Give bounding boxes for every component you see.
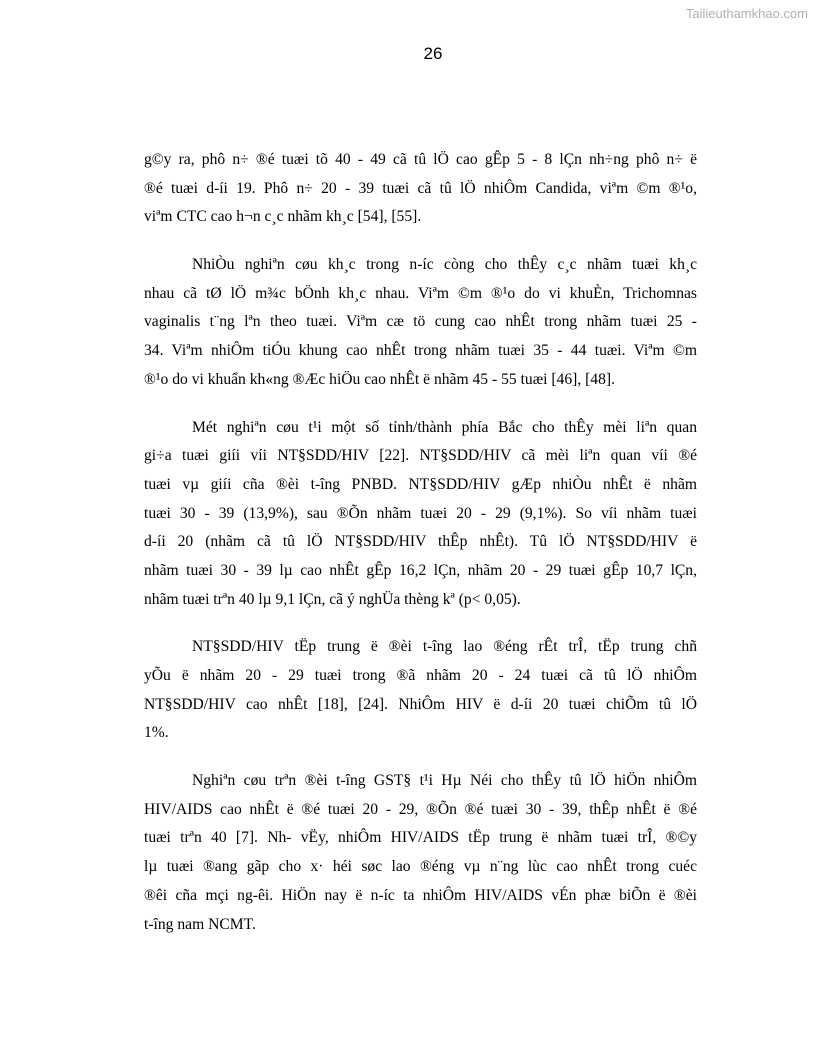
- paragraph: [144, 633, 697, 748]
- text-line: Mét nghiªn cøu t¹i một số tỉnh/thành phía Bắc cho thÊy mèi liªn quan: [192, 418, 697, 436]
- text-line: tuæi trªn 40 [7]. Nh- vËy, nhiÔm HIV/AIDS tËp trung ë nhãm tuæi trÎ, ®©y: [144, 829, 697, 847]
- text-line: ®é tuæi d-íi 19. Phô n÷ 20 - 39 tuæi cã tû lÖ nhiÔm Candida, viªm ©m ®¹o,: [144, 179, 697, 197]
- text-line: nhau cã tØ lÖ m¾c bÖnh kh¸c nhau. Viªm ©m ®¹o do vi khuÈn, Trichomnas: [144, 284, 697, 302]
- text-line: 34. Viªm nhiÔm tiÓu khung cao nhÊt trong nhãm tuæi 35 - 44 tuæi. Viªm ©m: [144, 342, 697, 360]
- text-line: Nghiªn cøu trªn ®èi t-îng GST§ t¹i Hµ Néi cho thÊy tû lÖ hiÖn nhiÔm: [192, 772, 697, 790]
- paragraph: [144, 767, 697, 939]
- text-line: t-îng nam NCMT.: [144, 915, 256, 933]
- text-line: nhãm tuæi trªn 40 lµ 9,1 lÇn, cã ý nghÜa thèng kª (p< 0,05).: [144, 590, 521, 608]
- text-line: NhiÒu nghiªn cøu kh¸c trong n-íc còng cho thÊy c¸c nhãm tuæi kh¸c: [192, 256, 697, 274]
- text-line: ®êi cña mçi ng-êi. HiÖn nay ë n-íc ta nhiÔm HIV/AIDS vÉn phæ biÕn ë ®èi: [144, 886, 697, 904]
- text-line: nhãm tuæi 30 - 39 lµ cao nhÊt gÊp 16,2 lÇn, nhãm 20 - 29 tuæi gÊp 10,7 lÇn,: [144, 561, 697, 579]
- text-line: gi÷a tuæi giíi víi NT§SDD/HIV [22]. NT§SDD/HIV cã mèi liªn quan víi ®é: [144, 447, 697, 465]
- text-line: NT§SDD/HIV cao nhÊt [18], [24]. NhiÔm HIV ë d-íi 20 tuæi chiÕm tû lÖ: [144, 695, 697, 713]
- text-line: NT§SDD/HIV tËp trung ë ®èi t-îng lao ®éng rÊt trÎ, tËp trung chñ: [192, 638, 697, 656]
- text-line: viªm CTC cao h¬n c¸c nhãm kh¸c [54], [55].: [144, 208, 422, 226]
- text-line: ®¹o do vi khuẩn kh«ng ®Æc hiÖu cao nhÊt ë nhãm 45 - 55 tuæi [46], [48].: [144, 370, 615, 388]
- text-line: vaginalis t¨ng lªn theo tuæi. Viªm cæ tö cung cao nhÊt trong nhãm tuæi 25 -: [144, 313, 697, 331]
- text-line: d-íi 20 (nhãm cã tû lÖ NT§SDD/HIV thÊp nhÊt). Tû lÖ NT§SDD/HIV ë: [144, 533, 697, 551]
- paragraph: [144, 414, 697, 615]
- text-line: g©y ra, phô n÷ ®é tuæi tõ 40 - 49 cã tû lÖ cao gÊp 5 - 8 lÇn nh÷ng phô n÷ ë: [144, 151, 697, 168]
- paragraph: [144, 251, 697, 394]
- paragraph: [144, 146, 697, 232]
- text-line: tuæi vµ giíi cña ®èi t-îng PNBD. NT§SDD/HIV gÆp nhiÒu nhÊt ë nhãm: [144, 475, 697, 493]
- text-line: lµ tuæi ®ang gãp cho x· héi søc lao ®éng vµ n¨ng lùc cao nhÊt trong cuéc: [144, 858, 697, 876]
- text-line: HIV/AIDS cao nhÊt ë ®é tuæi 20 - 29, ®Õn ®é tuæi 30 - 39, thÊp nhÊt ë ®é: [144, 800, 697, 818]
- page-number: 26: [423, 44, 443, 63]
- text-line: 1%.: [144, 724, 169, 742]
- document-body: [144, 146, 697, 958]
- text-line: yÕu ë nhãm 20 - 29 tuæi trong ®ã nhãm 20 - 24 tuæi cã tû lÖ nhiÔm: [144, 667, 697, 684]
- text-line: tuæi 30 - 39 (13,9%), sau ®Õn nhãm tuæi 20 - 29 (9,1%). So víi nhãm tuæi: [144, 504, 697, 522]
- watermark: Tailieuthamkhao.com: [685, 6, 808, 21]
